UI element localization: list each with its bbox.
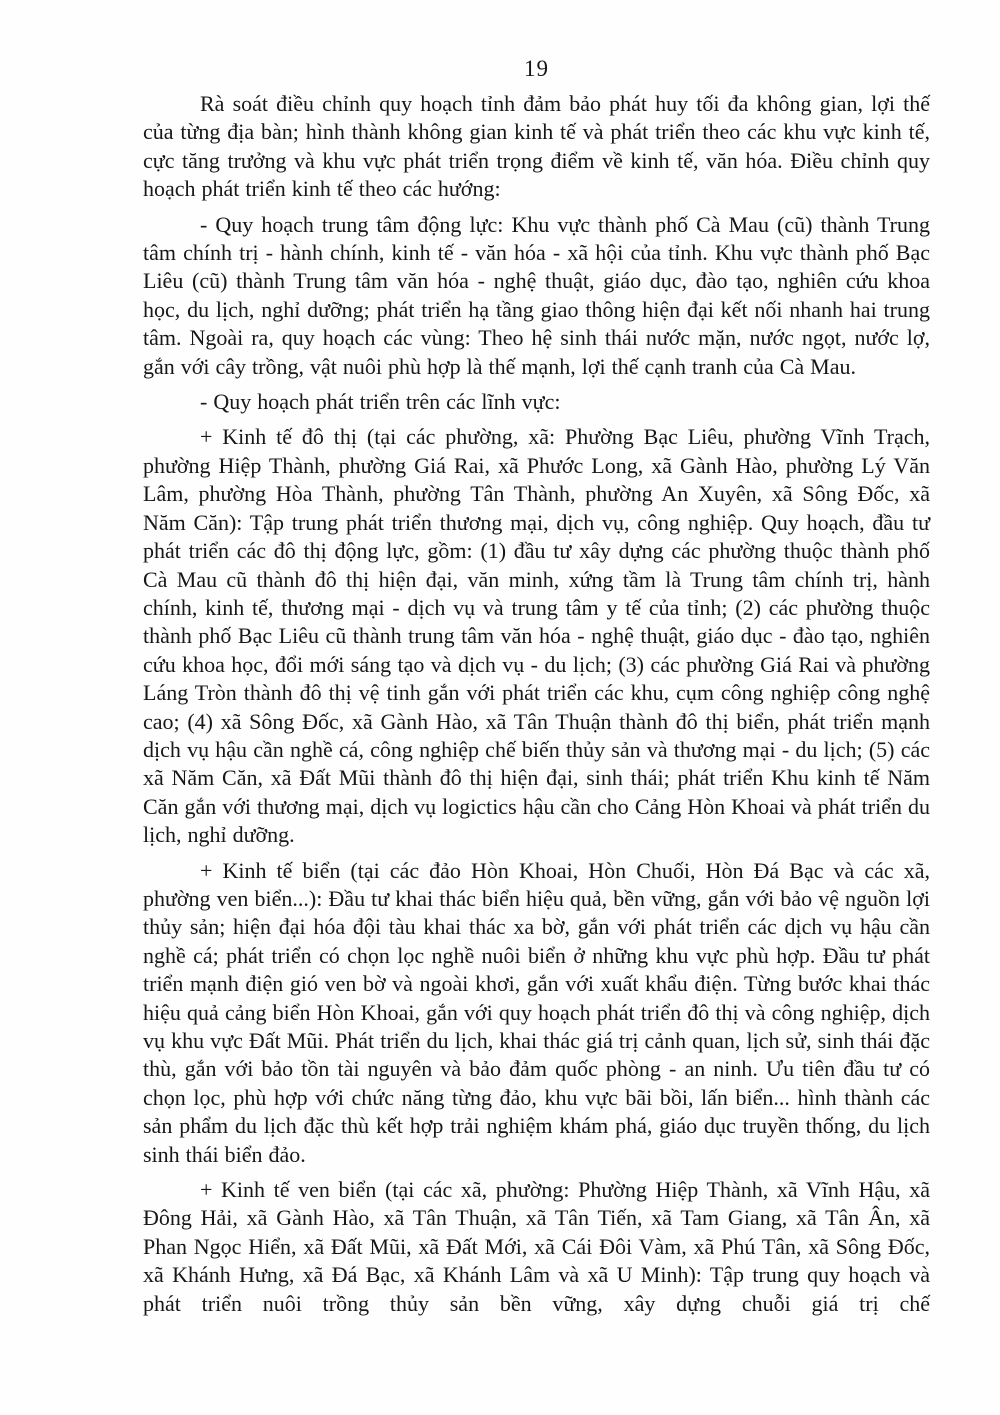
- paragraph-review-planning: Rà soát điều chỉnh quy hoạch tỉnh đảm bảo phát huy tối đa không gian, lợi thế của từng địa bàn; hình thành không gian kinh tế và phát triển theo các khu vực kinh tế, cực tăng trưởng và khu vực phát triển trọng điểm về kinh tế, văn hóa. Điều chỉnh quy hoạch phát triển kinh tế theo các hướng:: [143, 91, 930, 202]
- paragraph-sector-planning-heading: - Quy hoạch phát triển trên các lĩnh vực:: [200, 389, 561, 415]
- paragraph-marine-economy: + Kinh tế biển (tại các đảo Hòn Khoai, Hòn Chuối, Hòn Đá Bạc và các xã, phường ven biển...): Đầu tư khai thác biển hiệu quả, bền vững, gắn với bảo vệ nguồn lợi thủy sản; hiện đại hóa đội tàu khai thác xa bờ, gắn với phát triển các dịch vụ hậu cần nghề cá; phát triển có chọn lọc nghề nuôi biển ở những khu vực phù hợp. Đầu tư phát triển mạnh điện gió ven bờ và ngoài khơi, gắn với xuất khẩu điện. Từng bước khai thác hiệu quả cảng biển Hòn Khoai, gắn với quy hoạch phát triển đô thị và công nghiệp, dịch vụ khu vực Đất Mũi. Phát triển du lịch, khai thác giá trị cảnh quan, lịch sử, sinh thái đặc thù, gắn với bảo tồn tài nguyên và bảo đảm quốc phòng - an ninh. Ưu tiên đầu tư có chọn lọc, phù hợp với chức năng từng đảo, khu vực bãi bồi, lấn biển... hình thành các sản phẩm du lịch đặc thù kết hợp trải nghiệm khám phá, giáo dục truyền thống, du lịch sinh thái biển đảo.: [143, 857, 930, 1167]
- page-body-text: [143, 90, 930, 1318]
- paragraph-dynamic-centers: - Quy hoạch trung tâm động lực: Khu vực thành phố Cà Mau (cũ) thành Trung tâm chính trị - hành chính, kinh tế - văn hóa - xã hội của tỉnh. Khu vực thành phố Bạc Liêu (cũ) thành Trung tâm văn hóa - nghệ thuật, giáo dục, đào tạo, nghiên cứu khoa học, du lịch, nghỉ dưỡng; phát triển hạ tầng giao thông hiện đại kết nối nhanh hai trung tâm. Ngoài ra, quy hoạch các vùng: Theo hệ sinh thái nước mặn, nước ngọt, nước lợ, gắn với cây trồng, vật nuôi phù hợp là thế mạnh, lợi thế cạnh tranh của Cà Mau.: [143, 211, 930, 379]
- paragraph-coastal-economy: + Kinh tế ven biển (tại các xã, phường: Phường Hiệp Thành, xã Vĩnh Hậu, xã Đông Hải, xã Gành Hào, xã Tân Thuận, xã Tân Tiến, xã Tam Giang, xã Tân Ân, xã Phan Ngọc Hiển, xã Đất Mũi, xã Đất Mới, xã Cái Đôi Vàm, xã Phú Tân, xã Sông Đốc, xã Khánh Hưng, xã Đá Bạc, xã Khánh Lâm và xã U Minh): Tập trung quy hoạch và phát triển nuôi trồng thủy sản bền vững, xây dựng chuỗi giá trị chế: [143, 1177, 930, 1316]
- paragraph-urban-economy: + Kinh tế đô thị (tại các phường, xã: Phường Bạc Liêu, phường Vĩnh Trạch, phường Hiệp Thành, phường Giá Rai, xã Phước Long, xã Gành Hào, phường Lý Văn Lâm, phường Hòa Thành, phường Tân Thành, phường An Xuyên, xã Sông Đốc, xã Năm Căn): Tập trung phát triển thương mại, dịch vụ, công nghiệp. Quy hoạch, đầu tư phát triển các đô thị động lực, gồm: (1) đầu tư xây dựng các phường thuộc thành phố Cà Mau cũ thành đô thị hiện đại, văn minh, xứng tầm là Trung tâm chính trị, hành chính, kinh tế, thương mại - dịch vụ và trung tâm y tế của tỉnh; (2) các phường thuộc thành phố Bạc Liêu cũ thành trung tâm văn hóa - nghệ thuật, giáo dục - đào tạo, nghiên cứu khoa học, đổi mới sáng tạo và dịch vụ - du lịch; (3) các phường Giá Rai và phường Láng Tròn thành đô thị vệ tinh gắn với phát triển các khu, cụm công nghiệp công nghệ cao; (4) xã Sông Đốc, xã Gành Hào, xã Tân Thuận thành đô thị biển, phát triển mạnh dịch vụ hậu cần nghề cá, công nghiệp chế biến thủy sản và thương mại - du lịch; (5) các xã Năm Căn, xã Đất Mũi thành đô thị hiện đại, sinh thái; phát triển Khu kinh tế Năm Căn gắn với thương mại, dịch vụ logictics hậu cần cho Cảng Hòn Khoai và phát triển du lịch, nghỉ dưỡng.: [143, 424, 930, 848]
- page-number: 19: [524, 56, 549, 81]
